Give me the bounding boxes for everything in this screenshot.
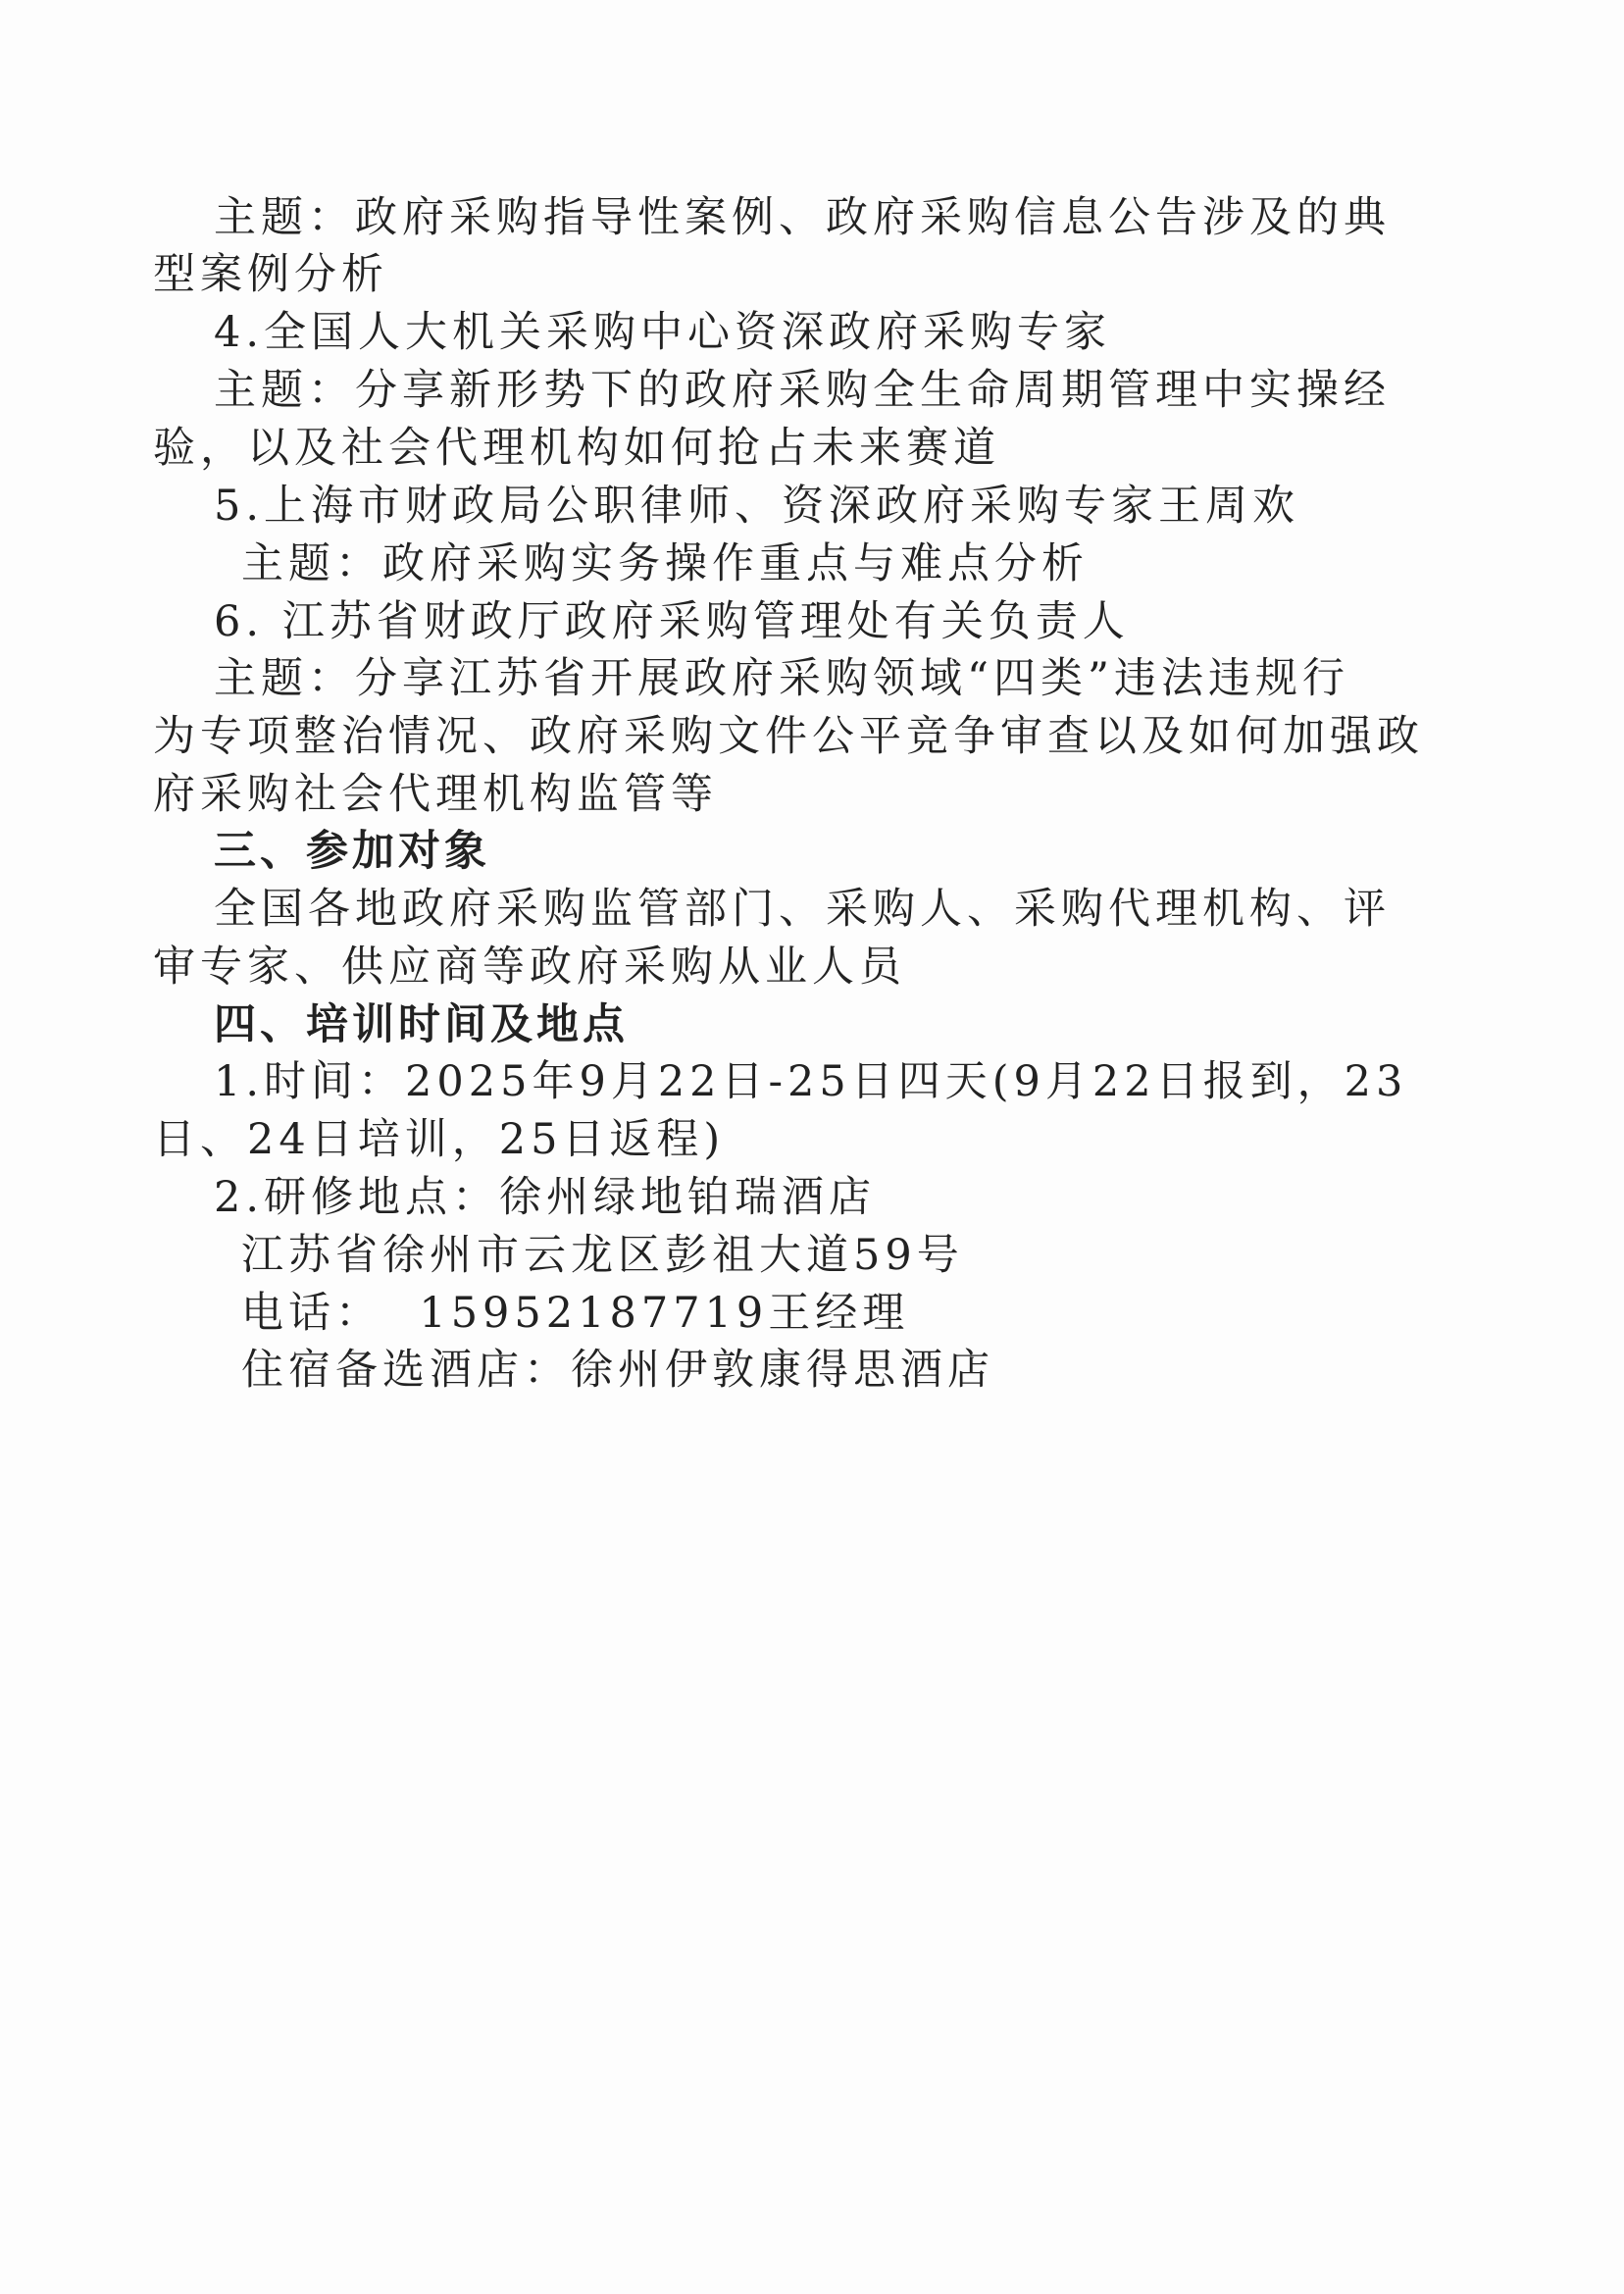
topic-6-line-3: 府采购社会代理机构监管等 [153,770,718,819]
participants-line-2: 审专家、供应商等政府采购从业人员 [153,943,906,992]
section-4-heading: 四、培训时间及地点 [214,1000,629,1049]
time-line-1: 1.时间：2025年9月22日-25日四天(9月22日报到，23 [214,1057,1408,1106]
topic-6-line-1: 主题：分享江苏省开展政府采购领域“四类”违法违规行 [214,654,1349,703]
topic-3-line-1: 主题：政府采购指导性案例、政府采购信息公告涉及的典 [214,193,1391,242]
speaker-5: 5.上海市财政局公职律师、资深政府采购专家王周欢 [214,482,1300,531]
alternate-hotel: 住宿备选酒店：徐州伊敦康得思酒店 [241,1346,994,1395]
topic-4-line-1: 主题：分享新形势下的政府采购全生命周期管理中实操经 [214,366,1391,415]
topic-5: 主题：政府采购实务操作重点与难点分析 [241,539,1089,588]
speaker-4: 4.全国人大机关采购中心资深政府采购专家 [214,308,1112,357]
venue-phone: 电话： 15952187719王经理 [241,1289,910,1338]
topic-6-line-2: 为专项整治情况、政府采购文件公平竞争审查以及如何加强政 [153,712,1424,761]
venue-address: 江苏省徐州市云龙区彭祖大道59号 [241,1231,964,1280]
time-line-2: 日、24日培训，25日返程) [153,1115,726,1164]
topic-3-line-2: 型案例分析 [153,250,388,299]
topic-4-line-2: 验，以及社会代理机构如何抢占未来赛道 [153,424,1000,473]
venue-line: 2.研修地点：徐州绿地铂瑞酒店 [214,1173,877,1222]
speaker-6: 6. 江苏省财政厅政府采购管理处有关负责人 [214,597,1130,646]
participants-line-1: 全国各地政府采购监管部门、采购人、采购代理机构、评 [214,885,1391,934]
section-3-heading: 三、参加对象 [214,827,490,876]
